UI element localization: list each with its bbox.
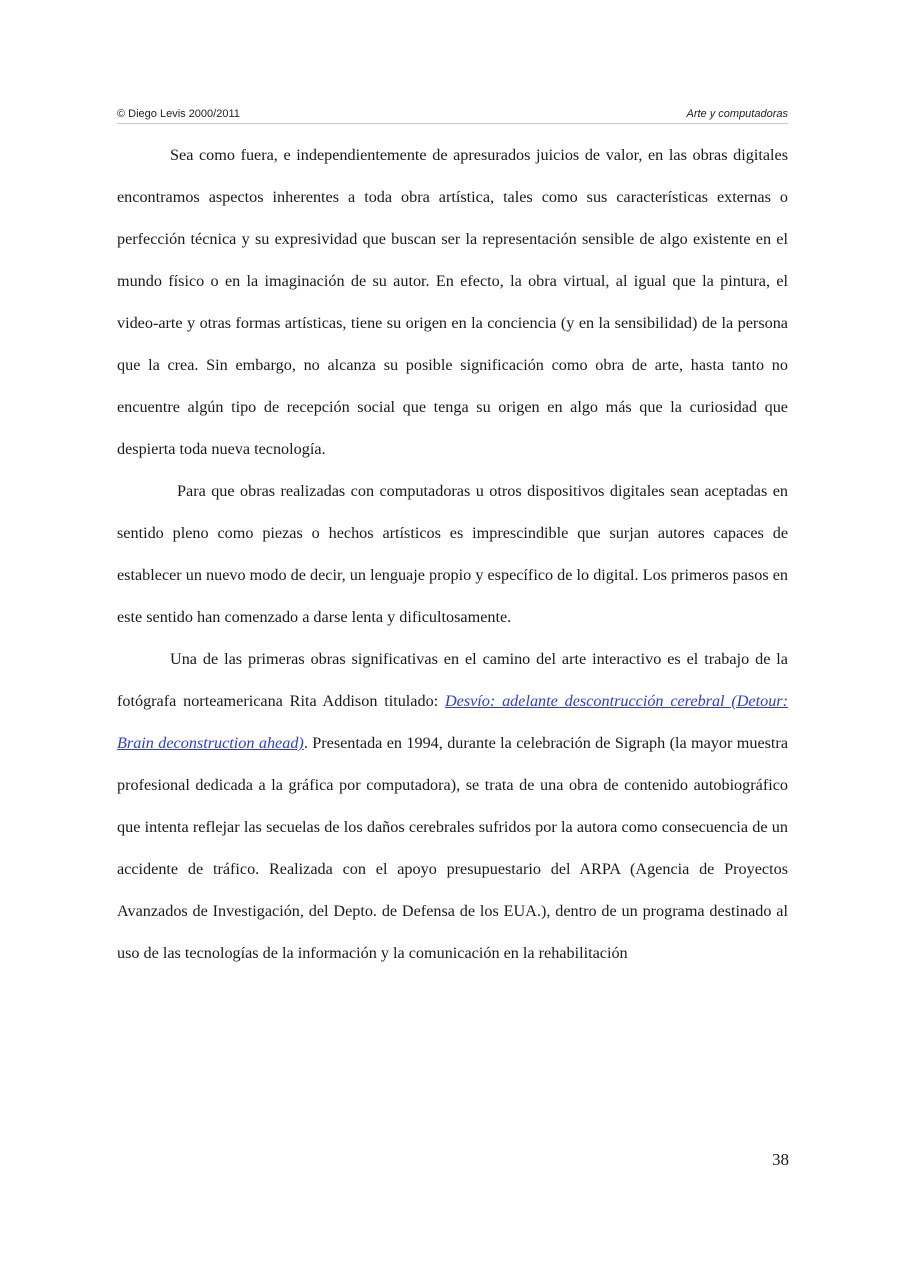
artwork-link[interactable]: Desvío: adelante descontrucción cerebral (Detour: Brain deconstruction ahead) bbox=[117, 692, 788, 752]
paragraph-3 bbox=[117, 638, 788, 974]
paragraph-1: Sea como fuera, e independientemente de apresurados juicios de valor, en las obras digitales encontramos aspectos inherentes a toda obra artística, tales como sus características externas o perfección técnica y su expresividad que buscan ser la representación sensible de algo existente en el mundo físico o en la imaginación de su autor. En efecto, la obra virtual, al igual que la pintura, el video-arte y otras formas artísticas, tiene su origen en la conciencia (y en la sensibilidad) de la persona que la crea. Sin embargo, no alcanza su posible significación como obra de arte, hasta tanto no encuentre algún tipo de recepción social que tenga su origen en algo más que la curiosidad que despierta toda nueva tecnología. bbox=[117, 146, 788, 458]
header-copyright: © Diego Levis 2000/2011 bbox=[117, 108, 240, 120]
paragraph-3-text-before: Una de las primeras obras significativas en el camino del arte interactivo es el trabajo de la fotógrafa norteamericana Rita Addison titulado: bbox=[117, 650, 788, 710]
paragraph-2: Para que obras realizadas con computadoras u otros dispositivos digitales sean aceptadas en sentido pleno como piezas o hechos artísticos es imprescindible que surjan autores capaces de establecer un nuevo modo de decir, un lenguaje propio y específico de lo digital. Los primeros pasos en este sentido han comenzado a darse lenta y dificultosamente. bbox=[117, 482, 788, 626]
header-title: Arte y computadoras bbox=[686, 108, 788, 120]
paragraph-3-text-after: . Presentada en 1994, durante la celebración de Sigraph (la mayor muestra profesional dedicada a la gráfica por computadora), se trata de una obra de contenido autobiográfico que intenta reflejar las secuelas de los daños cerebrales sufridos por la autora como consecuencia de un accidente de tráfico. Realizada con el apoyo presupuestario del ARPA (Agencia de Proyectos Avanzados de Investigación, del Depto. de Defensa de los EUA.), dentro de un programa destinado al uso de las tecnologías de la información y la comunicación en la rehabilitación bbox=[117, 734, 789, 962]
page-number: 38 bbox=[772, 1150, 789, 1169]
running-header bbox=[117, 107, 788, 124]
document-body bbox=[117, 134, 788, 974]
